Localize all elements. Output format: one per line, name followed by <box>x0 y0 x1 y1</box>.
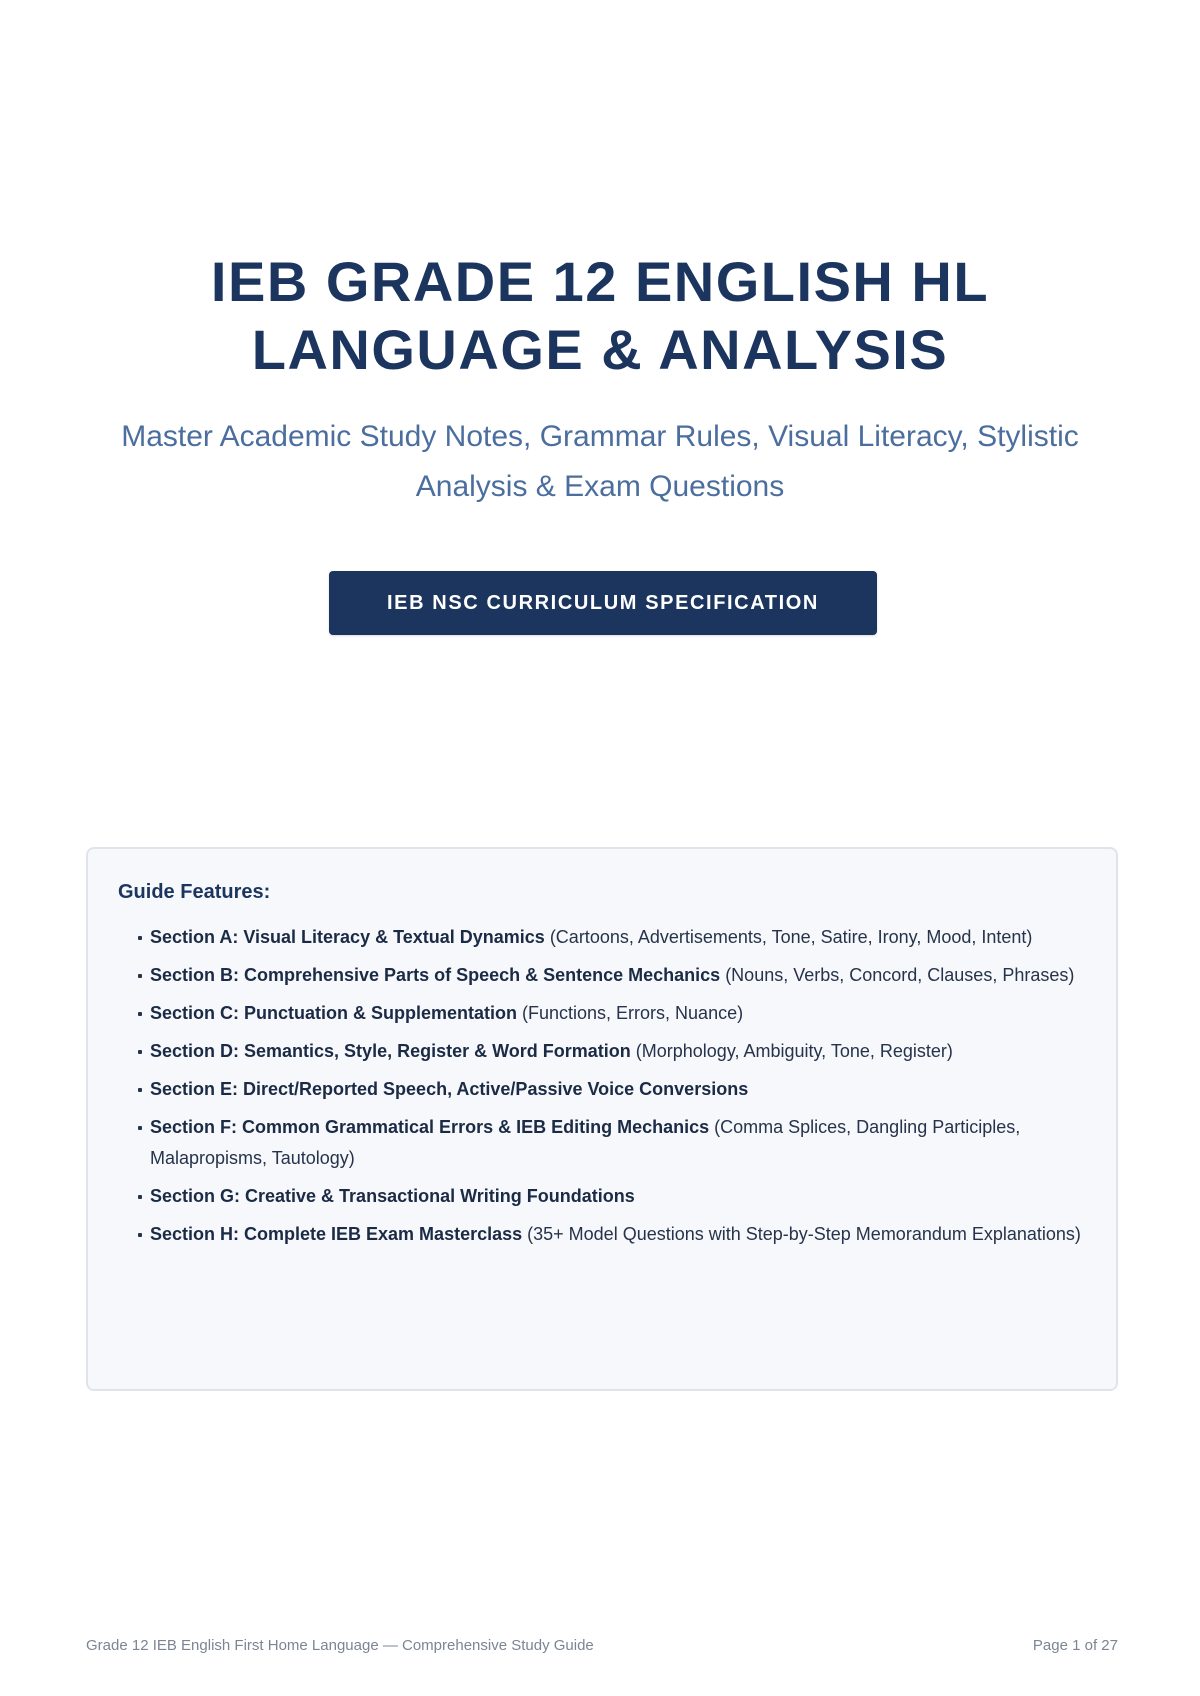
feature-item-section-f <box>138 1112 1086 1174</box>
footer-page-number: Page 1 of 27 <box>1032 1637 1118 1654</box>
title-line-1: IEB GRADE 12 ENGLISH HL <box>210 250 990 313</box>
feature-item-title: Section E: Direct/Reported Speech, Active/Passive Voice Conversions <box>150 1079 749 1099</box>
document-title <box>0 248 1200 384</box>
feature-item-section-g <box>138 1181 1086 1212</box>
title-line-2: LANGUAGE & ANALYSIS <box>251 318 949 381</box>
footer-document-title: Grade 12 IEB English First Home Language — Comprehensive Study Guide <box>86 1637 594 1654</box>
feature-item-section-h <box>138 1219 1086 1250</box>
feature-item-section-d <box>138 1036 1086 1067</box>
feature-item-title: Section C: Punctuation & Supplementation <box>150 1003 518 1023</box>
guide-features-list <box>118 922 1086 1250</box>
feature-item-title: Section H: Complete IEB Exam Masterclass <box>150 1224 523 1244</box>
guide-features-heading: Guide Features: <box>118 881 271 903</box>
feature-item-detail: (Nouns, Verbs, Concord, Clauses, Phrases) <box>720 965 1075 985</box>
feature-item-detail: (Morphology, Ambiguity, Tone, Register) <box>630 1041 953 1061</box>
feature-item-title: Section G: Creative & Transactional Writing Foundations <box>150 1186 635 1206</box>
guide-features-box <box>86 847 1118 1391</box>
feature-item-section-e <box>138 1074 1086 1105</box>
feature-item-detail: (Comma Splices, Dangling Participles, Malapropisms, Tautology) <box>150 1117 1021 1168</box>
feature-item-section-b <box>138 960 1086 991</box>
feature-item-detail: (35+ Model Questions with Step-by-Step Memorandum Explanations) <box>522 1224 1081 1244</box>
feature-item-detail: (Cartoons, Advertisements, Tone, Satire, Irony, Mood, Intent) <box>544 927 1033 947</box>
feature-item-title: Section F: Common Grammatical Errors & IEB Editing Mechanics <box>150 1117 710 1137</box>
feature-item-title: Section D: Semantics, Style, Register & Word Formation <box>150 1041 631 1061</box>
feature-item-section-a <box>138 922 1086 953</box>
document-subtitle: Master Academic Study Notes, Grammar Rules, Visual Literacy, Stylistic Analysis & Exam Questions <box>121 420 1079 503</box>
feature-item-section-c <box>138 998 1086 1029</box>
feature-item-title: Section B: Comprehensive Parts of Speech & Sentence Mechanics <box>150 965 721 985</box>
feature-item-title: Section A: Visual Literacy & Textual Dynamics <box>150 927 545 947</box>
feature-item-detail: (Functions, Errors, Nuance) <box>517 1003 744 1023</box>
curriculum-badge: IEB NSC CURRICULUM SPECIFICATION <box>329 571 877 635</box>
